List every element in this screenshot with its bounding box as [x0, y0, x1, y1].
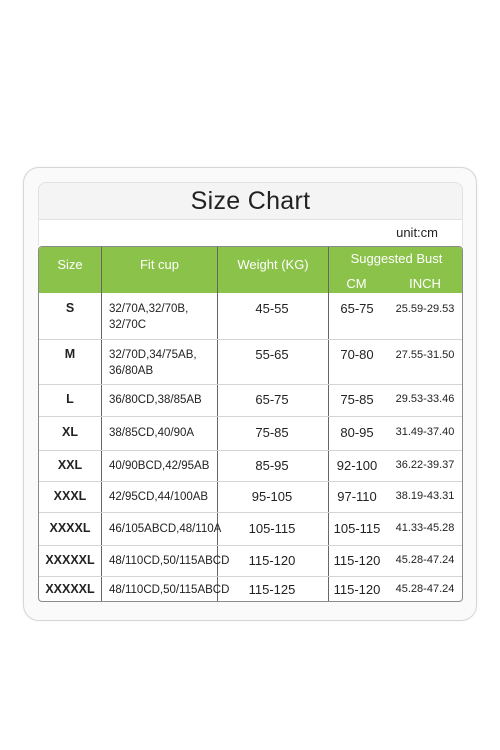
weight-cell: 85-95 [255, 458, 289, 473]
row-divider [39, 545, 462, 546]
row-divider [39, 384, 462, 385]
row-divider [39, 576, 462, 577]
size-cell: L [66, 392, 74, 406]
fit-cup-line: 32/70C [109, 319, 147, 331]
bust-inch-cell: 41.33-45.28 [395, 522, 455, 534]
fit-cup-cell [109, 582, 230, 598]
bust-cm-cell: 75-85 [340, 392, 374, 407]
bust-inch-cell: 45.28-47.24 [395, 554, 455, 566]
bust-cm-cell: 65-75 [340, 301, 374, 316]
row-divider [39, 481, 462, 482]
page-title: Size Chart [190, 186, 311, 215]
unit-label: unit:cm [396, 225, 438, 240]
size-cell: XXXXXL [45, 553, 95, 567]
size-table [38, 246, 463, 602]
bust-cm-cell: 80-95 [340, 425, 374, 440]
fit-cup-line: 40/90BCD,42/95AB [109, 460, 210, 472]
weight-cell: 65-75 [255, 392, 289, 407]
header-size: Size [57, 257, 83, 272]
fit-cup-line: 36/80CD,38/85AB [109, 394, 202, 406]
bust-cm-cell: 105-115 [333, 521, 381, 536]
bust-inch-cell: 38.19-43.31 [395, 490, 455, 502]
weight-cell: 115-120 [248, 553, 296, 568]
weight-cell: 115-125 [248, 582, 296, 597]
fit-cup-line: 48/110CD,50/115ABCD [109, 584, 230, 596]
header-cm: CM [346, 276, 367, 291]
bust-cm-cell: 92-100 [336, 458, 378, 473]
fit-cup-line: 32/70A,32/70B, [109, 303, 189, 315]
row-divider [39, 512, 462, 513]
weight-cell: 45-55 [255, 301, 289, 316]
bust-inch-cell: 25.59-29.53 [395, 303, 455, 315]
row-divider [39, 450, 462, 451]
fit-cup-line: 46/105ABCD,48/110A [109, 523, 222, 535]
title-bar [38, 182, 463, 220]
bust-inch-cell: 45.28-47.24 [395, 583, 455, 595]
size-cell: M [64, 347, 76, 361]
fit-cup-cell [109, 392, 219, 408]
weight-cell: 95-105 [251, 489, 293, 504]
column-divider [101, 247, 102, 601]
bust-cm-cell: 97-110 [337, 489, 377, 504]
fit-cup-line: 42/95CD,44/100AB [109, 491, 209, 503]
bust-inch-cell: 29.53-33.46 [395, 393, 455, 405]
fit-cup-line: 38/85CD,40/90A [109, 427, 195, 439]
size-cell: XXXL [53, 489, 87, 503]
fit-cup-cell [109, 301, 219, 333]
fit-cup-cell [109, 347, 219, 379]
fit-cup-cell [109, 425, 219, 441]
fit-cup-cell [109, 458, 219, 474]
bust-cm-cell: 115-120 [333, 582, 381, 597]
size-cell: XXXXL [49, 521, 91, 535]
bust-inch-cell: 31.49-37.40 [395, 426, 455, 438]
header-weight: Weight (KG) [237, 257, 309, 272]
fit-cup-cell [109, 489, 219, 505]
bust-inch-cell: 36.22-39.37 [395, 459, 455, 471]
weight-cell: 55-65 [255, 347, 289, 362]
bust-inch-cell: 27.55-31.50 [395, 349, 455, 361]
fit-cup-cell [109, 553, 230, 569]
header-fit-cup: Fit cup [139, 257, 179, 272]
fit-cup-line: 32/70D,34/75AB, [109, 349, 197, 361]
size-cell: XXL [57, 458, 83, 472]
weight-cell: 75-85 [255, 425, 289, 440]
table-header [39, 247, 462, 293]
fit-cup-cell [109, 521, 222, 537]
size-cell: XXXXXL [45, 582, 95, 596]
unit-row [38, 220, 463, 246]
row-divider [39, 416, 462, 417]
bust-cm-cell: 70-80 [340, 347, 374, 362]
header-inch: INCH [409, 276, 441, 291]
fit-cup-line: 48/110CD,50/115ABCD [109, 555, 230, 567]
bust-cm-cell: 115-120 [333, 553, 381, 568]
header-suggested-bust: Suggested Bust [350, 251, 443, 266]
size-cell: S [65, 301, 75, 315]
size-cell: XL [62, 425, 78, 439]
weight-cell: 105-115 [248, 521, 296, 536]
row-divider [39, 339, 462, 340]
fit-cup-line: 36/80AB [109, 365, 154, 377]
